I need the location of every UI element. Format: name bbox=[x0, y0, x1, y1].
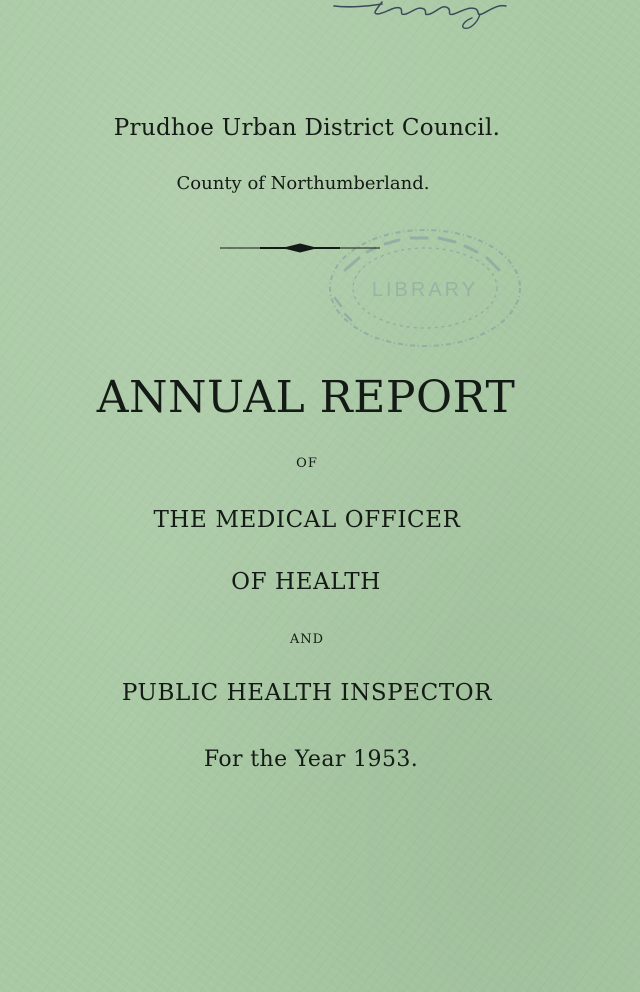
report-year: For the Year 1953. bbox=[203, 747, 419, 772]
county-name: County of Northumberland. bbox=[176, 173, 430, 194]
library-stamp bbox=[315, 218, 525, 353]
of-connector: OF bbox=[296, 456, 318, 471]
handwritten-library-note bbox=[330, 0, 515, 34]
medical-officer-heading: THE MEDICAL OFFICER bbox=[153, 507, 461, 533]
council-name: Prudhoe Urban District Council. bbox=[113, 115, 501, 141]
inspector-heading: PUBLIC HEALTH INSPECTOR bbox=[121, 680, 493, 706]
stamp-lettering: LIBRARY bbox=[371, 279, 479, 301]
of-health-heading: OF HEALTH bbox=[231, 569, 381, 595]
report-title: ANNUAL REPORT bbox=[96, 372, 516, 423]
and-connector: AND bbox=[289, 632, 325, 647]
ornamental-rule bbox=[220, 241, 380, 255]
